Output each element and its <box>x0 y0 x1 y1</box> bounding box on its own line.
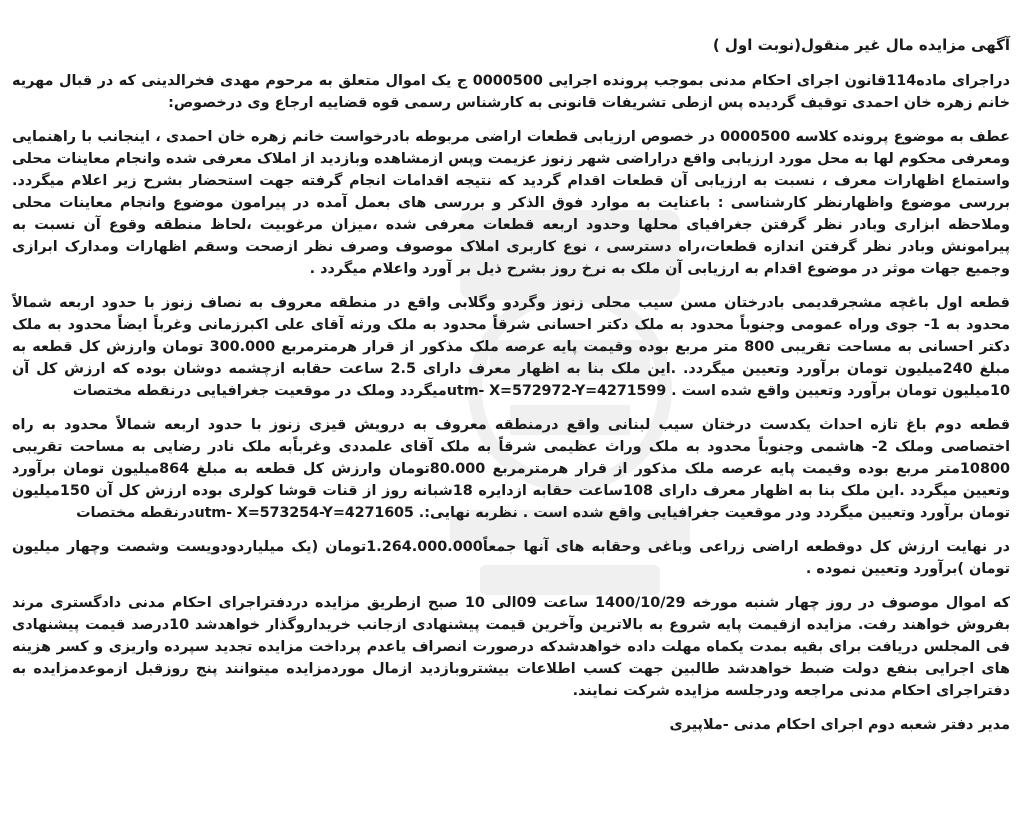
paragraph-expert-report: عطف به موضوع پرونده کلاسه 0000500 در خصوص ارزیابی قطعات اراضی مربوطه بادرخواست خانم زهره خان احمدی ، اینجانب با راهنمایی ومعرفی محکوم لها به محل مورد ارزیابی واقع دراراضی شهر زنوز عزیمت وپس ازمشاهده وبازدید از املاک معرفی شده وانجام معاینات محلی واستماع اظهارات معرف ، نسبت به ارزیابی آن قطعات اقدام گردید که نتیجه اقدامات انجام گرفته جهت استحضار بشرح زیر اعلام میگردد. بررسی موضوع واظهارنظر کارشناسی : باعنایت به موارد فوق الذکر و بررسی های بعمل آمده در پیرامون موضوع وانجام معاینات محلی وملاحظه ابزاری وبادر نظر گرفتن جغرافیای محلها وحدود اربعه قطعات معرفی شده ،میزان مرغوبیت ،لحاظ منطقه وقوع آن نسبت به پیرامونش وبادر نظر گرفتن اندازه قطعات،راه دسترسی ، نوع کاربری املاک موصوف وصرف نظر ازصحت وسقم اظهارات ومدارک ابرازی وجمیع جهات موثر در موضوع اقدام به ارزیابی آن ملک به نرخ روز بشرح ذیل بر آورد واعلام میگردد . <box>12 129 1010 277</box>
paragraph-parcel-one: قطعه اول باغچه مشجرقدیمی بادرختان مسن سیب محلی زنوز وگردو وگلابی واقع در منطقه معروف به نصاف زنوز با حدود اربعه شمالاً محدود به 1- جوی وراه عمومی وجنوباً محدود به ملک دکتر احسانی شرقاً محدود به ملک ورثه آقای علی اکبرزمانی وغرباً ایضاً محدود به ملک دکتر احسانی به مساحت تقریبی 800 متر مربع بوده وقیمت پایه عرصه ملک مذکور از قرار هرمترمربع 300.000 تومان وارزش کل قطعه به مبلغ 240میلیون تومان برآورد وتعیین میگردد. .این ملک بنا به اظهار معرف دارای 2.5 ساعت حقابه ازچشمه دوشان بوده که ارزش کل آن 10میلیون تومان برآورد وتعیین واقع شده است . utm- X=572972-Y=4271599میگردد وملک در موقعیت جغرافیایی درنقطه مختصات <box>12 295 1011 399</box>
paragraph-parcel-two: قطعه دوم باغ تازه احداث یکدست درختان سیب لبنانی واقع درمنطقه معروف به درویش قیزی زنوز با حدود اربعه شمالاً محدود به راه اختصاصی وملک 2- هاشمی وجنوباً محدود به ملک وراث عظیمی شرقاً به ملک آقای علمددی وغرباًبه ملک نادر رضایی به مساحت تقریبی 10800متر مربع بوده وقیمت پایه عرصه ملک مذکور از قرار هرمترمربع 80.000تومان وارزش کل قطعه به مبلغ 864میلیون تومان برآورد وتعیین میگردد .این ملک بنا به اظهار معرف دارای 108ساعت حقابه ازدایره 18شبانه روز از قنات قوشا کولری بوده ارزش کل آن 150میلیون تومان برآورد وتعیین میگردد ودر موقعیت جغرافیایی واقع شده است . نظربه نهایی:. utm- X=573254-Y=4271605درنقطه مختصات <box>12 417 1010 521</box>
notice-body <box>12 34 1010 736</box>
paragraph-intro: دراجرای ماده114قانون اجرای احکام مدنی بموجب پرونده اجرایی 0000500 ج یک اموال متعلق به مرحوم مهدی فخرالدینی که در قبال مهریه خانم زهره خان احمدی توقیف گردیده پس ازطی تشریفات قانونی به کارشناس رسمی قوه قضاییه ارجاع وی درخصوص: <box>12 73 1010 111</box>
paragraph-total-value: در نهایت ارزش کل دوقطعه اراضی زراعی وباغی وحقابه های آنها جمعاً1.264.000.000تومان (یک میلیاردودویست وشصت وچهار میلیون تومان )برآورد وتعیین نموده . <box>12 539 1010 577</box>
notice-title: آگهی مزایده مال غیر منقول(نوبت اول ) <box>712 36 1010 54</box>
paragraph-auction-terms: که اموال موصوف در روز چهار شنبه مورخه 1400/10/29 ساعت 09الی 10 صبح ازطریق مزایده دردفتراجرای احکام مدنی دادگستری مرند بفروش خواهند رفت. مزایده ازقیمت پایه شروع به بالاترین وآخرین قیمت پیشنهادی ازجانب خریداروگذار خواهدشد 10درصد قیمت پیشنهادی فی المجلس دریافت برای بقیه بمدت یکماه مهلت داده خواهدشدکه درصورت انصراف یاعدم پرداخت مزایده تجدید سپرده واریزی و کسر هزینه های اجرایی بنفع دولت ضبط خواهدشد طالبین جهت کسب اطلاعات بیشتروبازدید ازمال موردمزایده میتوانند پنج روزقبل ازموعدمزایده به دفتراجرای احکام مدنی مراجعه ودرجلسه مزایده شرکت نمایند. <box>12 595 1010 699</box>
signature-line: مدیر دفتر شعبه دوم اجرای احکام مدنی -ملاپیری <box>669 717 1010 733</box>
